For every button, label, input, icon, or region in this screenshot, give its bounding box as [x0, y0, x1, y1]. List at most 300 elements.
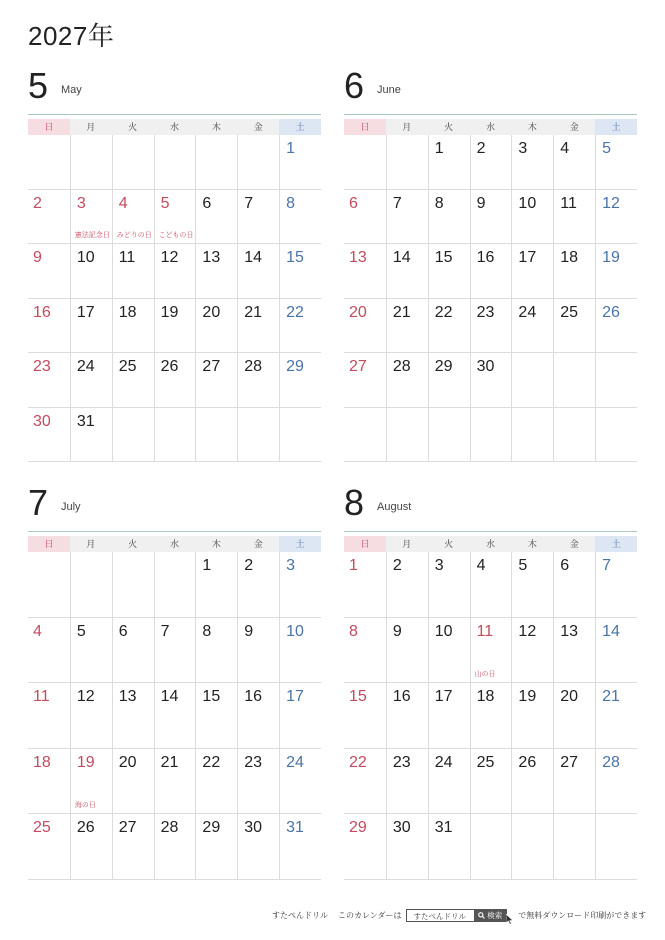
day-cell: [553, 244, 595, 299]
day-cell: [279, 299, 321, 354]
day-cell: [511, 408, 553, 463]
month-rule: [344, 531, 637, 532]
day-cell: [154, 408, 196, 463]
day-cell: [428, 683, 470, 749]
day-cell: [344, 749, 386, 815]
day-cell: [154, 244, 196, 299]
day-number: 31: [76, 412, 95, 430]
day-cell: [553, 749, 595, 815]
weekday-label: 土: [595, 119, 637, 135]
day-cell: [112, 618, 154, 684]
day-cell: [344, 814, 386, 880]
weekday-header: [344, 536, 637, 552]
day-number: 25: [33, 819, 51, 836]
day-cell: [595, 683, 637, 749]
day-number: 23: [33, 358, 51, 375]
day-number: 18: [118, 303, 137, 321]
day-cell: [28, 618, 70, 684]
footer-lead: このカレンダーは: [338, 911, 402, 920]
day-number: 7: [602, 557, 612, 574]
day-cell: [344, 353, 386, 408]
day-cell: [279, 814, 321, 880]
day-number: 20: [202, 303, 221, 321]
day-number: 2: [244, 557, 254, 574]
day-cell: [28, 814, 70, 880]
day-cell: [154, 618, 196, 684]
weekday-label: 水: [154, 119, 196, 135]
day-number: 22: [349, 753, 367, 771]
day-cell: [470, 683, 512, 749]
day-cell: [386, 299, 428, 354]
month-june: [344, 65, 637, 462]
day-number: 9: [392, 622, 402, 640]
day-number: 11: [476, 622, 494, 640]
day-number: 23: [244, 753, 263, 771]
day-cell: [553, 618, 595, 684]
weekday-label: 日: [28, 536, 70, 552]
day-number: 3: [286, 557, 296, 574]
day-cell: [386, 190, 428, 245]
day-cell: [195, 190, 237, 245]
day-cell: [112, 552, 154, 618]
day-cell: [237, 749, 279, 815]
month-header: [28, 65, 321, 110]
day-cell: [279, 135, 321, 190]
holiday-label: みどりの日: [116, 232, 152, 239]
day-cell: [511, 190, 553, 245]
day-cell: [195, 135, 237, 190]
day-number: 21: [392, 303, 411, 321]
day-number: 9: [476, 194, 486, 212]
day-number: 21: [160, 753, 179, 771]
day-number: 13: [202, 249, 221, 266]
day-cell: [428, 299, 470, 354]
day-number: 21: [244, 303, 263, 321]
holiday-label: 海の日: [74, 802, 96, 809]
day-number: 27: [560, 753, 579, 771]
day-number: 25: [118, 358, 137, 375]
day-number: 13: [349, 249, 367, 266]
day-number: 16: [476, 249, 495, 266]
day-number: 21: [602, 688, 620, 705]
weekday-label: 土: [279, 536, 321, 552]
day-cell: [553, 408, 595, 463]
day-cell: [386, 552, 428, 618]
day-cell: [595, 618, 637, 684]
day-cell: [386, 814, 428, 880]
day-cell: [279, 244, 321, 299]
day-number: 24: [518, 303, 537, 321]
day-grid: [344, 135, 637, 462]
day-number: 4: [33, 622, 42, 640]
day-cell: [386, 618, 428, 684]
day-cell: [112, 190, 154, 245]
day-cell: [279, 683, 321, 749]
day-number: 30: [476, 358, 495, 375]
day-cell: [386, 408, 428, 463]
day-cell: [279, 353, 321, 408]
day-number: 8: [202, 622, 212, 640]
day-number: 28: [160, 819, 179, 836]
day-cell: [428, 353, 470, 408]
day-cell: [470, 749, 512, 815]
day-cell: [28, 749, 70, 815]
day-cell: [195, 353, 237, 408]
day-grid: [344, 552, 637, 880]
day-number: 6: [349, 194, 358, 212]
day-cell: [344, 618, 386, 684]
day-number: 10: [434, 622, 453, 640]
day-number: 1: [286, 140, 296, 157]
month-july: [28, 482, 321, 880]
month-name: May: [61, 84, 82, 96]
day-number: 18: [476, 688, 495, 705]
day-number: 9: [244, 622, 254, 640]
day-cell: [237, 190, 279, 245]
search-box-text: すたぺんドリル: [413, 912, 466, 921]
day-cell: [237, 552, 279, 618]
day-cell: [511, 244, 553, 299]
day-cell: [237, 353, 279, 408]
day-cell: [237, 135, 279, 190]
day-number: 25: [560, 303, 579, 321]
day-number: 30: [392, 819, 411, 836]
day-cell: [428, 135, 470, 190]
weekday-label: 日: [344, 119, 386, 135]
day-number: 18: [33, 753, 51, 771]
day-number: 19: [602, 249, 620, 266]
day-cell: [70, 814, 112, 880]
day-number: 12: [160, 249, 179, 266]
day-cell: [195, 408, 237, 463]
day-cell: [28, 353, 70, 408]
weekday-label: 金: [553, 119, 595, 135]
footer-tail: で無料ダウンロード印刷ができます: [518, 911, 647, 920]
day-cell: [595, 749, 637, 815]
weekday-label: 日: [344, 536, 386, 552]
day-cell: [28, 683, 70, 749]
day-cell: [428, 244, 470, 299]
day-cell: [595, 408, 637, 463]
day-number: 5: [76, 622, 86, 640]
day-cell: [237, 408, 279, 463]
day-cell: [195, 749, 237, 815]
weekday-label: 木: [195, 119, 237, 135]
day-number: 17: [286, 688, 304, 705]
day-number: 12: [518, 622, 537, 640]
day-number: 20: [560, 688, 579, 705]
day-cell: [386, 683, 428, 749]
day-cell: [28, 408, 70, 463]
day-number: 16: [33, 303, 51, 321]
day-cell: [28, 552, 70, 618]
day-cell: [154, 749, 196, 815]
day-number: 4: [118, 194, 128, 212]
day-cell: [154, 353, 196, 408]
weekday-label: 金: [237, 536, 279, 552]
day-number: 19: [76, 753, 95, 771]
day-number: 11: [118, 249, 136, 266]
day-cell: [195, 618, 237, 684]
day-cell: [28, 299, 70, 354]
day-number: 19: [518, 688, 537, 705]
month-name: August: [377, 501, 412, 513]
day-number: 2: [33, 194, 42, 212]
day-cell: [344, 135, 386, 190]
day-cell: [112, 814, 154, 880]
day-cell: [70, 190, 112, 245]
day-cell: [70, 299, 112, 354]
day-cell: [511, 683, 553, 749]
day-number: 8: [286, 194, 296, 212]
weekday-label: 水: [470, 536, 512, 552]
day-cell: [237, 299, 279, 354]
day-cell: [70, 552, 112, 618]
day-cell: [511, 749, 553, 815]
day-number: 22: [202, 753, 221, 771]
search-box[interactable]: [406, 909, 507, 922]
day-number: 31: [286, 819, 304, 836]
day-number: 13: [560, 622, 579, 640]
day-number: 28: [602, 753, 620, 771]
day-number: 7: [160, 622, 170, 640]
day-cell: [237, 618, 279, 684]
weekday-label: 土: [595, 536, 637, 552]
day-cell: [70, 618, 112, 684]
day-number: 14: [160, 688, 179, 705]
day-number: 29: [349, 819, 367, 836]
weekday-header: [28, 536, 321, 552]
cursor-icon: [506, 914, 514, 925]
month-number: 8: [344, 482, 365, 523]
day-cell: [112, 135, 154, 190]
day-cell: [511, 299, 553, 354]
day-cell: [70, 353, 112, 408]
day-cell: [470, 814, 512, 880]
day-number: 8: [349, 622, 358, 640]
day-cell: [470, 353, 512, 408]
day-cell: [553, 135, 595, 190]
day-number: 20: [118, 753, 137, 771]
day-number: 3: [434, 557, 444, 574]
day-number: 26: [602, 303, 620, 321]
day-number: 4: [560, 140, 570, 157]
day-cell: [70, 408, 112, 463]
day-number: 15: [349, 688, 367, 705]
day-cell: [386, 244, 428, 299]
day-cell: [428, 552, 470, 618]
month-header: [344, 65, 637, 110]
day-cell: [553, 683, 595, 749]
day-cell: [553, 299, 595, 354]
day-number: 23: [392, 753, 411, 771]
day-cell: [344, 299, 386, 354]
day-number: 7: [244, 194, 254, 212]
day-number: 26: [518, 753, 537, 771]
day-number: 28: [244, 358, 263, 375]
day-number: 17: [76, 303, 95, 321]
month-rule: [28, 531, 321, 532]
day-cell: [154, 299, 196, 354]
day-number: 6: [560, 557, 570, 574]
day-number: 25: [476, 753, 495, 771]
month-number: 6: [344, 65, 365, 106]
day-number: 5: [160, 194, 170, 212]
month-may: [28, 65, 321, 462]
day-number: 9: [33, 249, 42, 266]
day-cell: [237, 683, 279, 749]
day-number: 6: [118, 622, 128, 640]
day-cell: [470, 244, 512, 299]
weekday-label: 水: [470, 119, 512, 135]
month-number: 5: [28, 65, 49, 106]
search-button[interactable]: [474, 910, 506, 921]
day-cell: [28, 135, 70, 190]
day-number: 16: [244, 688, 263, 705]
day-cell: [595, 244, 637, 299]
day-number: 22: [434, 303, 453, 321]
day-number: 15: [202, 688, 221, 705]
day-cell: [195, 552, 237, 618]
footer: [272, 906, 646, 925]
day-cell: [195, 814, 237, 880]
month-header: [344, 482, 637, 527]
day-number: 11: [560, 194, 577, 212]
day-cell: [511, 353, 553, 408]
day-cell: [595, 299, 637, 354]
day-number: 19: [160, 303, 179, 321]
day-cell: [595, 552, 637, 618]
day-cell: [195, 683, 237, 749]
day-cell: [70, 683, 112, 749]
day-number: 6: [202, 194, 212, 212]
day-cell: [279, 749, 321, 815]
day-cell: [553, 353, 595, 408]
day-number: 27: [349, 358, 367, 375]
day-number: 4: [476, 557, 486, 574]
weekday-label: 土: [279, 119, 321, 135]
day-number: 1: [202, 557, 212, 574]
weekday-label: 木: [511, 536, 553, 552]
day-cell: [70, 135, 112, 190]
day-cell: [154, 135, 196, 190]
day-cell: [428, 190, 470, 245]
month-name: July: [61, 501, 81, 513]
day-number: 28: [392, 358, 411, 375]
footer-brand: すたぺんドリル: [272, 911, 328, 920]
day-cell: [112, 749, 154, 815]
day-number: 11: [33, 688, 50, 705]
day-number: 3: [518, 140, 528, 157]
day-number: 12: [76, 688, 95, 705]
day-cell: [470, 299, 512, 354]
day-cell: [344, 190, 386, 245]
day-cell: [279, 190, 321, 245]
weekday-label: 火: [428, 119, 470, 135]
day-cell: [237, 244, 279, 299]
day-cell: [344, 552, 386, 618]
weekday-label: 金: [237, 119, 279, 135]
day-number: 1: [434, 140, 444, 157]
day-cell: [28, 190, 70, 245]
day-number: 23: [476, 303, 495, 321]
search-icon: [478, 912, 485, 919]
holiday-label: 憲法記念日: [74, 232, 110, 239]
weekday-label: 火: [428, 536, 470, 552]
day-cell: [470, 135, 512, 190]
month-name: June: [377, 84, 401, 96]
day-cell: [112, 353, 154, 408]
weekday-header: [28, 119, 321, 135]
day-cell: [553, 814, 595, 880]
day-cell: [112, 683, 154, 749]
day-cell: [511, 814, 553, 880]
day-cell: [279, 408, 321, 463]
day-number: 15: [286, 249, 304, 266]
weekday-label: 金: [553, 536, 595, 552]
weekday-label: 月: [386, 536, 428, 552]
day-cell: [195, 299, 237, 354]
day-cell: [154, 552, 196, 618]
day-grid: [28, 135, 321, 462]
day-cell: [154, 190, 196, 245]
month-august: [344, 482, 637, 880]
month-number: 7: [28, 482, 49, 523]
day-number: 5: [602, 140, 612, 157]
day-number: 7: [392, 194, 402, 212]
day-cell: [344, 408, 386, 463]
day-cell: [511, 135, 553, 190]
day-number: 29: [434, 358, 453, 375]
day-grid: [28, 552, 321, 880]
day-number: 20: [349, 303, 367, 321]
search-button-label: 検索: [487, 911, 503, 920]
day-cell: [112, 244, 154, 299]
day-cell: [595, 190, 637, 245]
day-number: 5: [518, 557, 528, 574]
day-number: 8: [434, 194, 444, 212]
day-number: 30: [244, 819, 263, 836]
day-number: 10: [286, 622, 304, 640]
day-cell: [344, 244, 386, 299]
day-number: 30: [33, 412, 51, 430]
day-cell: [386, 353, 428, 408]
day-number: 10: [76, 249, 95, 266]
day-number: 18: [560, 249, 579, 266]
day-number: 1: [349, 557, 358, 574]
day-cell: [470, 618, 512, 684]
day-number: 12: [602, 194, 620, 212]
day-number: 24: [286, 753, 304, 771]
day-number: 27: [202, 358, 221, 375]
day-cell: [112, 408, 154, 463]
day-cell: [386, 135, 428, 190]
day-cell: [428, 408, 470, 463]
weekday-label: 木: [511, 119, 553, 135]
day-cell: [70, 749, 112, 815]
day-number: 17: [434, 688, 453, 705]
day-number: 17: [518, 249, 537, 266]
day-cell: [112, 299, 154, 354]
day-cell: [154, 683, 196, 749]
day-cell: [470, 552, 512, 618]
day-number: 29: [286, 358, 304, 375]
day-cell: [70, 244, 112, 299]
day-number: 24: [434, 753, 453, 771]
day-cell: [195, 244, 237, 299]
month-rule: [344, 114, 637, 115]
day-number: 29: [202, 819, 221, 836]
